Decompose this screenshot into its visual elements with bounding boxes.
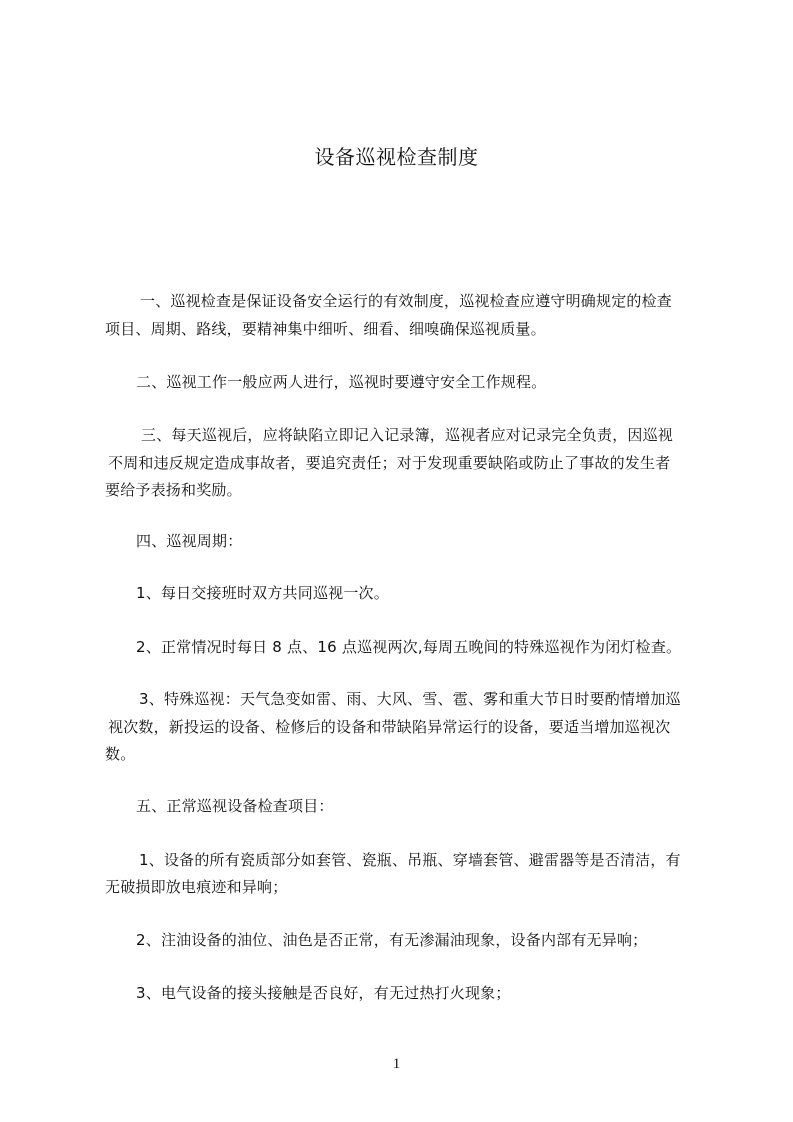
paragraph-9-line-1: 1、设备的所有瓷质部分如套管、瓷瓶、吊瓶、穿墙套管、避雷器等是否清洁，有 [139, 851, 681, 869]
paragraph-5-line-1: 1、每日交接班时双方共同巡视一次。 [136, 584, 389, 602]
paragraph-10-line-1: 2、注油设备的油位、油色是否正常，有无渗漏油现象，设备内部有无异响； [136, 931, 648, 949]
paragraph-3-line-3: 要给予表扬和奖励。 [105, 481, 242, 499]
paragraph-7-line-3: 数。 [105, 745, 136, 763]
paragraph-7-line-1: 3、特殊巡视：天气急变如雷、雨、大风、雪、雹、雾和重大节日时要酌情增加巡 [139, 690, 681, 708]
paragraph-6-line-1: 2、正常情况时每日 8 点、16 点巡视两次,每周五晚间的特殊巡视作为闭灯检查。 [136, 638, 682, 656]
paragraph-3-line-2: 不周和违反规定造成事故者，要追究责任；对于发现重要缺陷或防止了事故的发生者 [108, 454, 671, 472]
paragraph-3-line-1: 三、每天巡视后，应将缺陷立即记入记录簿，巡视者应对记录完全负责，因巡视 [141, 426, 674, 444]
paragraph-4-line-1: 四、巡视周期： [136, 532, 243, 550]
paragraph-1-line-2: 项目、周期、路线，要精神集中细听、细看、细嗅确保巡视质量。 [105, 320, 546, 338]
page-number: 1 [392, 1056, 401, 1072]
paragraph-8-line-1: 五、正常巡视设备检查项目： [136, 797, 334, 815]
document-title: 设备巡视检查制度 [314, 145, 479, 169]
paragraph-11-line-1: 3、电气设备的接头接触是否良好，有无过热打火现象； [136, 984, 511, 1002]
paragraph-2-line-1: 二、巡视工作一般应两人进行，巡视时要遵守安全工作规程。 [136, 373, 547, 391]
paragraph-1-line-1: 一、巡视检查是保证设备安全运行的有效制度，巡视检查应遵守明确规定的检查 [140, 292, 673, 310]
paragraph-9-line-2: 无破损即放电痕迹和异响； [105, 878, 288, 896]
paragraph-7-line-2: 视次数，新投运的设备、检修后的设备和带缺陷异常运行的设备，要适当增加巡视次 [108, 718, 671, 736]
